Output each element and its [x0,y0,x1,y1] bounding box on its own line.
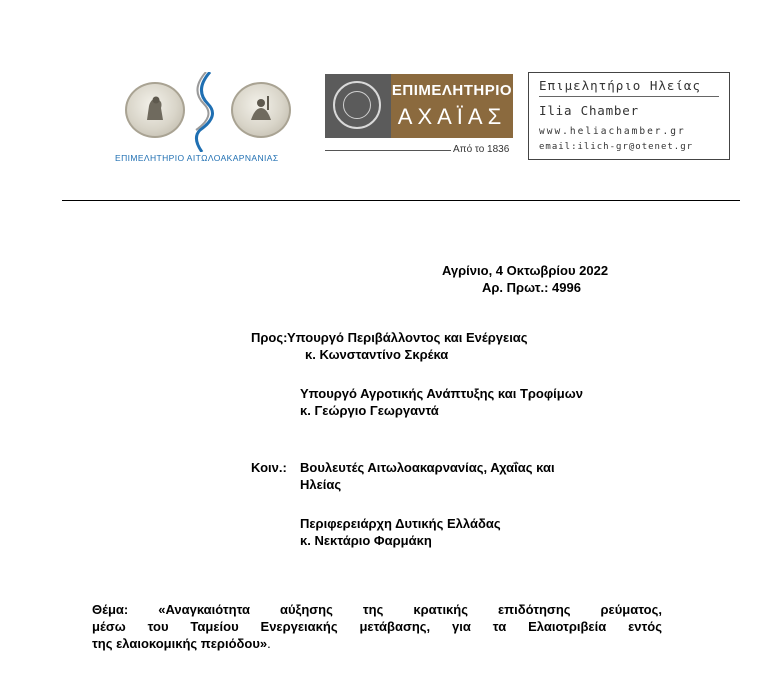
cc-label: Κοιν.: [251,460,287,475]
achaia-line2: ΑΧΑΪΑΣ [397,104,507,129]
achaia-chamber-logo [325,74,515,158]
header-divider [62,200,740,201]
ilia-website: www.heliachamber.gr [539,126,686,137]
subject-line-2: μέσω του Ταμείου Ενεργειακής μετάβασης, για τα Ελαιοτριβεία εντός [92,619,662,634]
achaia-seal-icon [325,74,391,138]
aitoloakarnania-chamber-logo [113,70,311,174]
blue-river-icon [188,72,224,152]
subject-line-1: Θέμα: «Αναγκαιότητα αύξησης της κρατικής επιδότησης ρεύματος, [92,602,662,617]
cc-1-line1: Βουλευτές Αιτωλοακαρνανίας, Αχαΐας και [300,460,555,475]
subject-line-3 [92,635,662,652]
ancient-coin-left-icon [125,82,185,138]
aitoloakarnania-caption: ΕΠΙΜΕΛΗΤΗΡΙΟ ΑΙΤΩΛΟΑΚΑΡΝΑΝΙΑΣ [115,153,279,163]
achaia-rule [325,150,451,151]
ilia-underline [539,96,719,97]
recipient-1-title: Υπουργό Περιβάλλοντος και Ενέργειας [287,330,528,345]
subject-line-3-period: . [267,636,271,651]
to-label: Προς: [251,330,288,345]
recipient-1-name: κ. Κωνσταντίνο Σκρέκα [305,347,449,362]
achaia-brand-block [391,74,513,138]
ilia-subtitle: Ilia Chamber [539,103,639,118]
achaia-line1: ΕΠΙΜΕΛΗΤΗΡΙΟ [391,82,513,99]
ilia-title: Επιμελητήριο Ηλείας [539,78,701,93]
protocol-number: Αρ. Πρωτ.: 4996 [482,280,581,295]
subject-line-3-text: της ελαιοκομικής περιόδου» [92,636,268,651]
ilia-chamber-logo [528,72,730,160]
recipient-2-title: Υπουργό Αγροτικής Ανάπτυξης και Τροφίμων [300,386,583,401]
cc-2-name: κ. Νεκτάριο Φαρμάκη [300,533,432,548]
achaia-since: Από το 1836 [453,144,510,155]
subject-paragraph [92,601,662,652]
ancient-coin-right-icon [231,82,291,138]
place-date: Αγρίνιο, 4 Οκτωβρίου 2022 [442,263,609,278]
cc-2-title: Περιφερειάρχη Δυτικής Ελλάδας [300,516,501,531]
ilia-email: email:ilich-gr@otenet.gr [539,142,694,152]
recipient-2-name: κ. Γεώργιο Γεωργαντά [300,403,439,418]
cc-1-line2: Ηλείας [300,477,342,492]
